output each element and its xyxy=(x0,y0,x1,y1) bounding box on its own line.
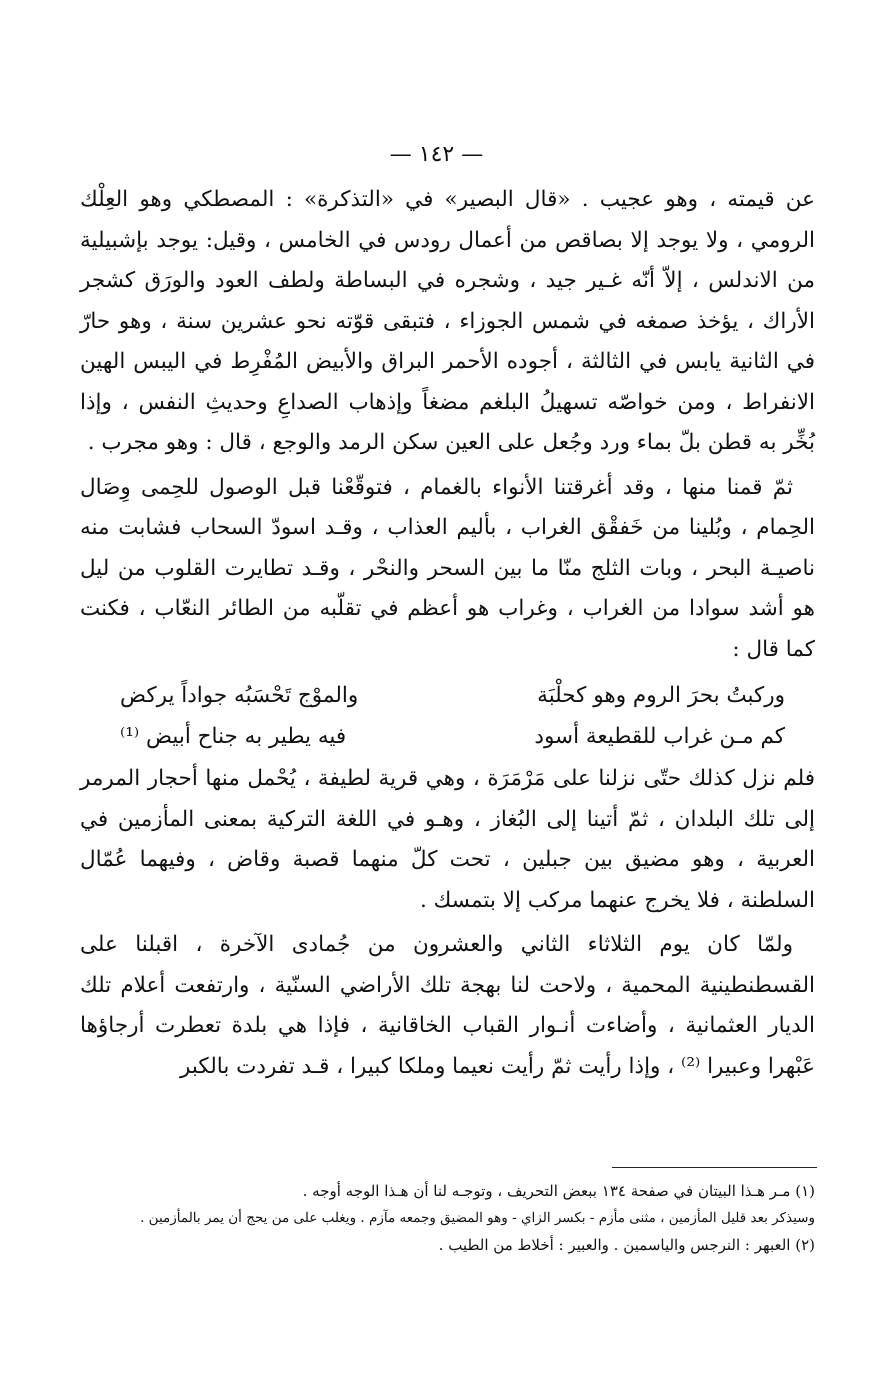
footnote-divider xyxy=(612,1167,817,1168)
paragraph-3: فلم نزل كذلك حتّى نزلنا على مَرْمَرَة ، وهي قرية لطيفة ، يُحْمل منها أحجار المرمر إلى تلك البلدان ، ثمّ أتينا إلى البُغاز ، وهـو في اللغة التركية بمعنى المأزمين في العربية ، وهو مضيق بين جبلين ، تحت كلّ منهما قصبة وقاض ، وفيهما عُمّال السلطنة ، فلا يخرج عنهما مركب إلا بتمسك . xyxy=(80,766,815,913)
paragraph-2: ثمّ قمنا منها ، وقد أغرقتنا الأنواء بالغمام ، فتوقّعْنا قبل الوصول للحِمى وِصَال الحِمام ، وبُلينا من خَفقْق الغراب ، بأليم العذاب ، وقـد اسودّ السحاب فشابت منه ناصيـة البحر ، وبات الثلج منّا ما بين السحر والنحْر ، وقـد تطايرت القلوب من ليل هو أشد سوادا من الغراب ، وغراب هو أعظم في تقلّبه من الطائر النعّاب ، فكنت كما قال : xyxy=(80,474,815,662)
main-text xyxy=(80,180,815,1087)
verse-2-first-hemistich: كم مـن غراب للقطيعة أسود xyxy=(534,723,785,749)
footnote-1: (١) مـر هـذا البيتان في صفحة ١٣٤ ببعض التحريف ، وتوجـه لنا أن هـذا الوجه أوجه . xyxy=(302,1182,815,1200)
poem-verse-2 xyxy=(80,717,815,758)
verse-2-second-hemistich: فيه يطير به جناح أبيض ⁽¹⁾ xyxy=(120,723,347,749)
footnotes xyxy=(70,1178,815,1259)
paragraph-4: ولمّا كان يوم الثلاثاء الثاني والعشرون من جُمادى الآخرة ، اقبلنا على القسطنطينية المحمية ، ولاحت لنا بهجة تلك الأراضي السنّية ، وارتفعت أعلام تلك الديار العثمانية ، وأضاءت أنـوار القباب الخاقانية ، فإذا هي بلدة تعطرت أرجاؤها عَبْهرا وعبيرا ⁽²⁾ ، وإذا رأيت ثمّ رأيت نعيما وملكا كبيرا ، قـد تفردت بالكبر xyxy=(80,932,815,1079)
poem xyxy=(80,676,815,757)
verse-1-second-hemistich: والموْج تَحْسَبُه جواداً يركض xyxy=(120,683,359,708)
verse-1-first-hemistich: وركبتُ بحرَ الروم وهو كحلْبَة xyxy=(537,683,785,708)
poem-verse-1 xyxy=(80,676,815,717)
footnote-2: (٢) العبهر : النرجس والياسمين . والعبير : أخلاط من الطيب . xyxy=(438,1236,815,1254)
footnote-1-continued: وسيذكر بعد قليل المأزمين ، مثنى مأزم - بكسر الزاي - وهو المضيق وجمعه مآزم . ويغلب على من يحج أن يمر بالمأزمين . xyxy=(140,1210,815,1226)
page-number: — ١٤٢ — xyxy=(389,142,484,167)
paragraph-1: عن قيمته ، وهو عجيب . «قال البصير» في «التذكرة» : المصطكي وهو العِلْك الرومي ، ولا يوجد إلا بصاقص من أعمال رودس في الخامس ، وقيل: يوجد بإشبيلية من الاندلس ، إلاّ أنّه غـير جيد ، وشجره في البساطة ولطف العود والورَق كشجر الأراك ، يؤخذ صمغه في شمس الجوزاء ، فتبقى قوّته نحو عشرين سنة ، وهو حارّ في الثانية يابس في الثالثة ، أجوده الأحمر البراق والأبيض المُفْرِط في اليبس الهين الانفراط ، ومن خواصّه تسهيلُ البلغم مضغاً وإذهاب الصداعِ وحديثِ النفس ، وإذا بُخِّر به قطن بلّ بماء ورد وجُعل على العين سكن الرمد والوجع ، قال : وهو مجرب . xyxy=(80,187,815,455)
